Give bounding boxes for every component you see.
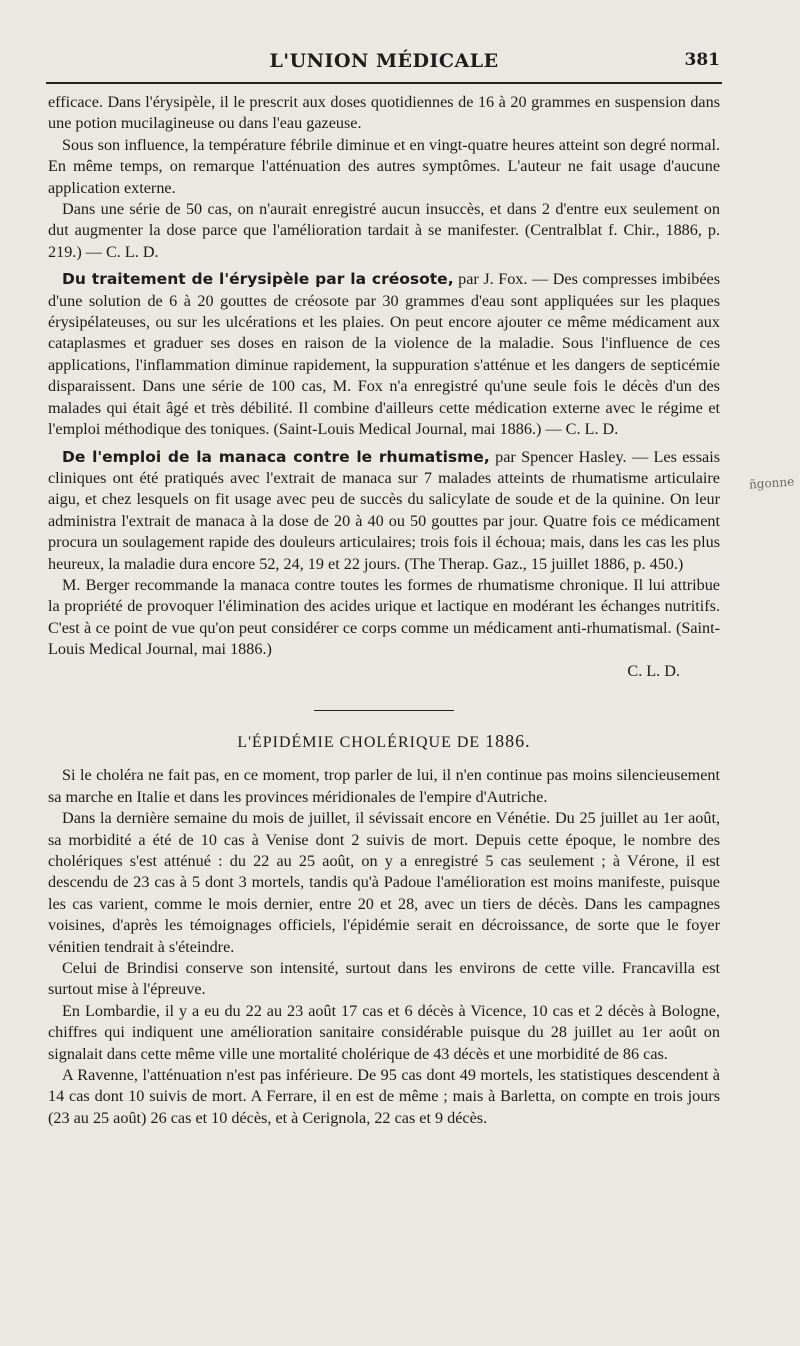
paragraph-series: Dans une série de 50 cas, on n'aurait enregistré aucun insuccès, et dans 2 d'entre eux seulement on dut augmenter la dose parce que l'amélioration tardait à se manifester. (Centralblat f. Chir., 1886, p. 219.) — C. L. D. <box>48 200 720 261</box>
page-number: 381 <box>684 50 720 70</box>
paragraph-dose: efficace. Dans l'érysipèle, il le prescrit aux doses quotidiennes de 16 à 20 grammes en suspension dans une potion mucilagineuse ou dans l'eau gazeuse. <box>48 93 720 133</box>
paragraph-temperature: Sous son influence, la température fébrile diminue et en vingt-quatre heures atteint son degré normal. En même temps, on remarque l'atténuation des autres symptômes. L'auteur ne fait usage d'aucune application externe. <box>48 135 720 197</box>
running-title: L'UNION MÉDICALE <box>269 50 499 72</box>
cholera-paragraph-4: En Lombardie, il y a eu du 22 au 23 août 17 cas et 6 décès à Vicence, 10 cas et 2 décès à Bologne, chiffres qui indiquent une amélioration sanitaire considérable puisque du 28 juillet au 1er août on signalait dans cette même ville une mortalité cholérique de 43 décès et une morbidité de 86 cas. <box>48 1001 720 1063</box>
cholera-paragraph-5: A Ravenne, l'atténuation n'est pas inférieure. De 95 cas dont 49 mortels, les statistiques descendent à 14 cas dont 10 suivis de mort. A Ferrare, il en est de même ; mais à Barletta, on compte en trois jours (23 au 25 août) 26 cas et 10 décès, et à Cerignola, 22 cas et 9 décès. <box>48 1066 720 1127</box>
article-manaca-body: par Spencer Hasley. — Les essais cliniques ont été pratiqués avec l'extrait de manaca sur 7 malades atteints de rhumatisme articulaire aigu, et chez lesquels on fit usage avec peu de succès du salicylate de soude et de la quinine. On leur administra l'extrait de manaca à la dose de 20 à 40 ou 50 gouttes par jour. Quatre fois ce médicament procura un soulagement rapide des douleurs articulaires; trois fois il échoua; mais, dans les cas les plus heureux, la maladie dura encore 52, 24, 19 et 22 jours. (The Therap. Gaz., 15 juillet 1886, p. 450.) <box>48 447 721 573</box>
paragraph-berger: M. Berger recommande la manaca contre toutes les formes de rhumatisme chronique. Il lui attribue la propriété de provoquer l'élimination des acides urique et lactique en modérant les échanges nutritifs. C'est à ce point de vue qu'on peut considérer ce corps comme un médicament anti-rhumatismal. (Saint-Louis Medical Journal, mai 1886.) <box>48 575 720 659</box>
article-creosote <box>48 269 720 440</box>
cholera-paragraph-1: Si le choléra ne fait pas, en ce moment, trop parler de lui, il n'en continue pas moins silencieusement sa marche en Italie et dans les provinces méridionales de l'empire d'Autriche. <box>48 766 720 806</box>
cholera-paragraph-3: Celui de Brindisi conserve son intensité, surtout dans les environs de cette ville. Francavilla est surtout mise à l'épreuve. <box>48 959 720 999</box>
section-title <box>48 731 720 753</box>
signature: C. L. D. <box>627 661 680 680</box>
article-creosote-body: par J. Fox. — Des compresses imbibées d'une solution de 6 à 20 gouttes de créosote par 30 grammes d'eau sont appliquées sur les plaques érysipélateuses, ou sur les ulcérations et les plaies. On peut encore ajouter ce même médicament aux cataplasmes et graduer ses doses en raison de la violence de la maladie. Sous l'influence de ces applications, l'inflammation diminue rapidement, la suppuration s'atténue et les dangers de septicémie disparaissent. Dans une série de 100 cas, M. Fox n'a enregistré qu'une seule fois le décès d'un des malades qui était âgé et très débilité. Il combine d'ailleurs cette médication externe avec le régime et l'emploi méthodique des toniques. (Saint-Louis Medical Journal, mai 1886.) — C. L. D. <box>48 270 720 439</box>
main-text <box>48 92 720 1129</box>
article-manaca-title: De l'emploi de la manaca contre le rhumatisme, <box>62 447 490 466</box>
cholera-paragraph-2: Dans la dernière semaine du mois de juillet, il sévissait encore en Vénétie. Du 25 juillet au 1er août, sa morbidité a été de 10 cas à Venise dont 2 suivis de mort. Depuis cette époque, le nombre des cholériques s'est atténué : du 22 au 25 août, on y a enregistré 5 cas seulement ; à Vérone, il est descendu de 23 cas à 5 dont 3 mortels, tandis qu'à Padoue l'amélioration est moins manifeste, puisque les cas varient, comme le mois dernier, entre 20 et 28, avec un tiers de décès. Dans les campagnes voisines, d'après les témoignages officiels, l'épidémie serait en décroissance, de sorte que le foyer vénitien tendrait à s'éteindre. <box>48 809 720 956</box>
article-manaca <box>48 447 720 575</box>
header-rule <box>46 82 722 84</box>
section-divider <box>314 710 454 711</box>
section-title-text: L'ÉPIDÉMIE CHOLÉRIQUE DE <box>237 733 481 751</box>
section-title-year: 1886. <box>485 730 531 751</box>
article-creosote-title: Du traitement de l'érysipèle par la créosote, <box>62 270 454 289</box>
margin-note: ñgonne <box>748 474 795 492</box>
running-head <box>48 50 720 76</box>
